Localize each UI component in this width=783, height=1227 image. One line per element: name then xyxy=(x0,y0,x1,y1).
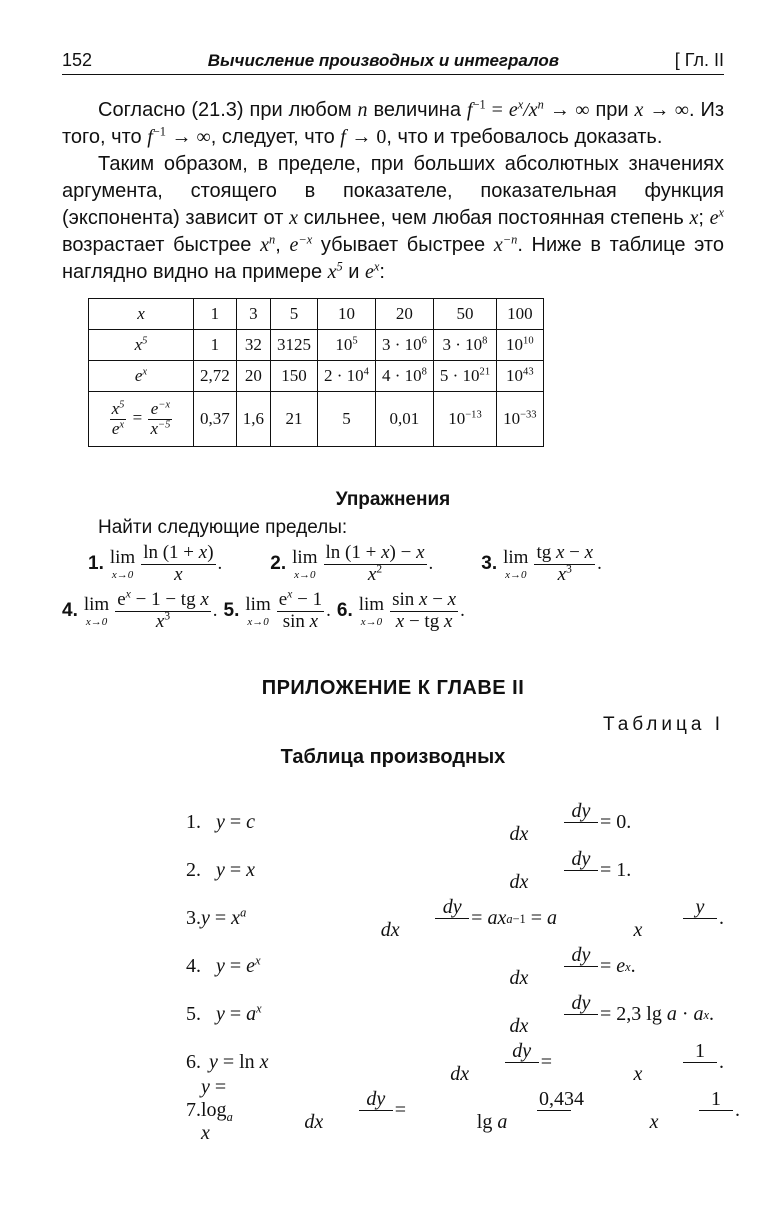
exercises-title: Упражнения xyxy=(335,489,451,510)
table-cell: 5 xyxy=(271,299,318,330)
table-cell: $10^5$ xyxy=(318,330,376,361)
table-cell: 2,72 xyxy=(194,361,237,392)
table-row xyxy=(89,392,544,447)
table-cell: 50 xyxy=(433,299,496,330)
row-header-ex: $e^x$ xyxy=(89,361,194,392)
exercise-row: 1. lim x→0 $\frac{\ln (1 + x)}{x}$ . 2. lim x→0 $\frac{\ln (1 + x) - x}{x^2}$ . 3. lim x→0 $\frac{\text{tg x − x}}{x^3}$ . xyxy=(88,542,602,585)
table-cell: 0,37 xyxy=(194,392,237,447)
table-cell: 1 xyxy=(194,299,237,330)
table-cell: 5 xyxy=(318,392,376,447)
list-item: 4. $y = e^x$ $\frac{dy}{dx}$ = e x . xyxy=(186,944,636,990)
row-header-ratio: $\frac{x^5}{e^x}$ = $\frac{e^{-x}}{x^{-5}}$ xyxy=(89,392,194,447)
table-cell: $10^{-13}$ xyxy=(433,392,496,447)
table-cell: 0,01 xyxy=(375,392,433,447)
exercise-row: 4. lim x→0 $\frac{e^x - 1 - tg x}{x^3}$ . 5. lim x→0 $\frac{e^x - 1}{\text{sin x}}$ . 6. lim x→0 $\frac{\text{sin x − x}}{\text{x − tg x}}$ . xyxy=(62,587,465,632)
derivatives-table-title: Таблица производных xyxy=(280,745,506,768)
table-cell: 3 xyxy=(236,299,270,330)
table-cell: 21 xyxy=(271,392,318,447)
table-cell: 20 xyxy=(375,299,433,330)
list-item: 2. y = x $\frac{dy}{dx}$ = 1. xyxy=(186,848,632,894)
paragraph-1: Согласно (21.3) при любом n величина $f^{-1} = e^x/x^n$ → ∞ при x → ∞. Из того, что $f^{-1}$ → ∞, следует, что f → 0, что и требовалось доказать. xyxy=(62,97,725,148)
table-row xyxy=(89,299,544,330)
appendix-title: ПРИЛОЖЕНИЕ К ГЛАВЕ II xyxy=(261,676,525,699)
table-cell: $3 \cdot 10^6$ xyxy=(375,330,433,361)
page-number: 152 xyxy=(62,50,93,70)
list-item: 1. y = c $\frac{dy}{dx}$ = 0. xyxy=(186,800,632,846)
list-item: 7. $y = \log_a x$ $\frac{dy}{dx}$ = $\frac{0,434}{\text{lg a}}$ $\frac{1}{x}$ . xyxy=(186,1076,741,1145)
running-header xyxy=(62,50,724,75)
table-cell: 1,6 xyxy=(236,392,270,447)
row-header-x: x xyxy=(89,299,194,330)
table-cell: 100 xyxy=(497,299,543,330)
table-cell: $10^{-33}$ xyxy=(497,392,543,447)
table-cell: 10 xyxy=(318,299,376,330)
table-cell: $10^{10}$ xyxy=(497,330,543,361)
list-item: 5. $y = a^x$ $\frac{dy}{dx}$ = 2,3 lg a · a x . xyxy=(186,992,715,1038)
table-cell: $4 \cdot 10^8$ xyxy=(375,361,433,392)
table-cell: $10^{43}$ xyxy=(497,361,543,392)
table-cell: 32 xyxy=(236,330,270,361)
table-cell: $3 \cdot 10^8$ xyxy=(433,330,496,361)
table-row xyxy=(89,361,544,392)
running-title: Вычисление производных и интегралов xyxy=(207,51,560,70)
chapter-label: [ Гл. II xyxy=(674,50,724,70)
paragraph-2: Таким образом, в пределе, при больших абсолютных значениях аргумента, стоящего в показателе, показательная функция (экспонента) зависит от x сильнее, чем любая постоянная степень x; $e^x$ возрастает быстрее $x^n$, $e^{-x}$ убывает быстрее $x^{-n}$. Ниже в таблице это наглядно видно на примере $x^5$ и $e^x$: xyxy=(62,153,724,283)
table-cell: 3125 xyxy=(271,330,318,361)
table-cell: $2 \cdot 10^4$ xyxy=(318,361,376,392)
exercises-intro: Найти следующие пределы: xyxy=(98,517,348,538)
table-cell: 20 xyxy=(236,361,270,392)
list-item: 6. y = ln x $\frac{dy}{dx}$ = $\frac{1}{x}$ . xyxy=(186,1040,724,1086)
comparison-table xyxy=(88,298,544,447)
table-cell: 150 xyxy=(271,361,318,392)
table-label: Таблица I xyxy=(602,713,724,735)
row-header-x5: $x^5$ xyxy=(89,330,194,361)
list-item: 3. $y = x^a$ $\frac{dy}{dx}$ = ax a−1 = a $\frac{y}{x}$ . xyxy=(186,896,724,942)
page xyxy=(62,50,741,1145)
table-cell: $5 \cdot 10^{21}$ xyxy=(433,361,496,392)
table-row xyxy=(89,330,544,361)
derivatives-list xyxy=(62,799,741,1145)
table-cell: 1 xyxy=(194,330,237,361)
